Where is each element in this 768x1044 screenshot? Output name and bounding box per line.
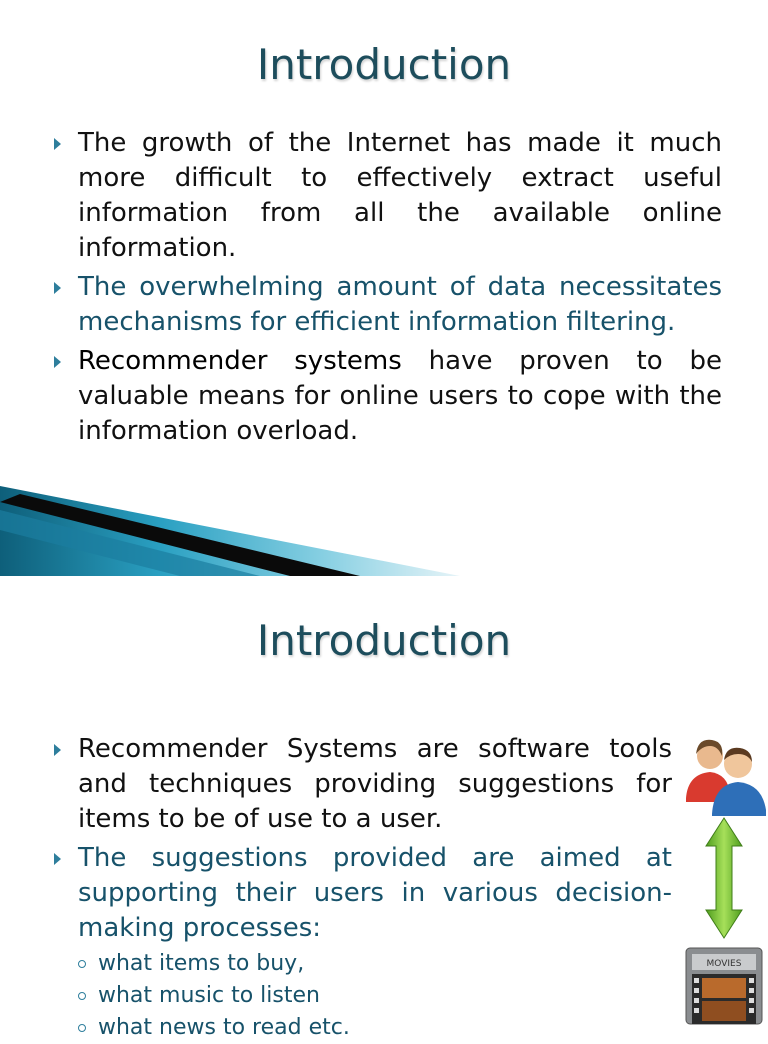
bullet-list: [0, 732, 672, 1044]
bullet-list: [0, 126, 722, 449]
bullet-arrow-icon: [54, 744, 61, 756]
sub-list-item: what news to read etc.: [0, 1012, 672, 1044]
decorative-swoosh: [0, 480, 768, 576]
list-item: Recommender Systems are software tools and techniques providing suggestions for items to be of use to a user.: [0, 732, 672, 837]
movie-film-icon: [684, 946, 768, 1024]
bullet-ring-icon: [78, 1024, 86, 1032]
sub-list-item: what items to buy,: [0, 948, 672, 980]
bullet-arrow-icon: [54, 282, 61, 294]
list-item: Recommender systems have proven to be valuable means for online users to cope with the information overload.: [0, 344, 722, 449]
bullet-ring-icon: [78, 960, 86, 968]
bullet-arrow-icon: [54, 356, 61, 368]
list-item: The growth of the Internet has made it much more difficult to effectively extract useful information from all the available online information.: [0, 126, 722, 266]
sub-list-item: what music to listen: [0, 980, 672, 1012]
movies-label: MOVIES: [706, 959, 742, 969]
slide-2: [0, 576, 768, 1040]
bullet-arrow-icon: [54, 853, 61, 865]
list-item: The suggestions provided are aimed at supporting their users in various decision-making processes:: [0, 841, 672, 946]
list-item: The overwhelming amount of data necessitates mechanisms for efficient information filtering.: [0, 270, 722, 340]
users-icon: [682, 734, 768, 818]
slide-title: Introduction: [256, 616, 512, 665]
slide-title: Introduction: [256, 40, 512, 89]
highlight-text: Recommender systems: [78, 346, 402, 376]
double-arrow-icon: [704, 816, 744, 940]
bullet-ring-icon: [78, 992, 86, 1000]
bullet-arrow-icon: [54, 138, 61, 150]
